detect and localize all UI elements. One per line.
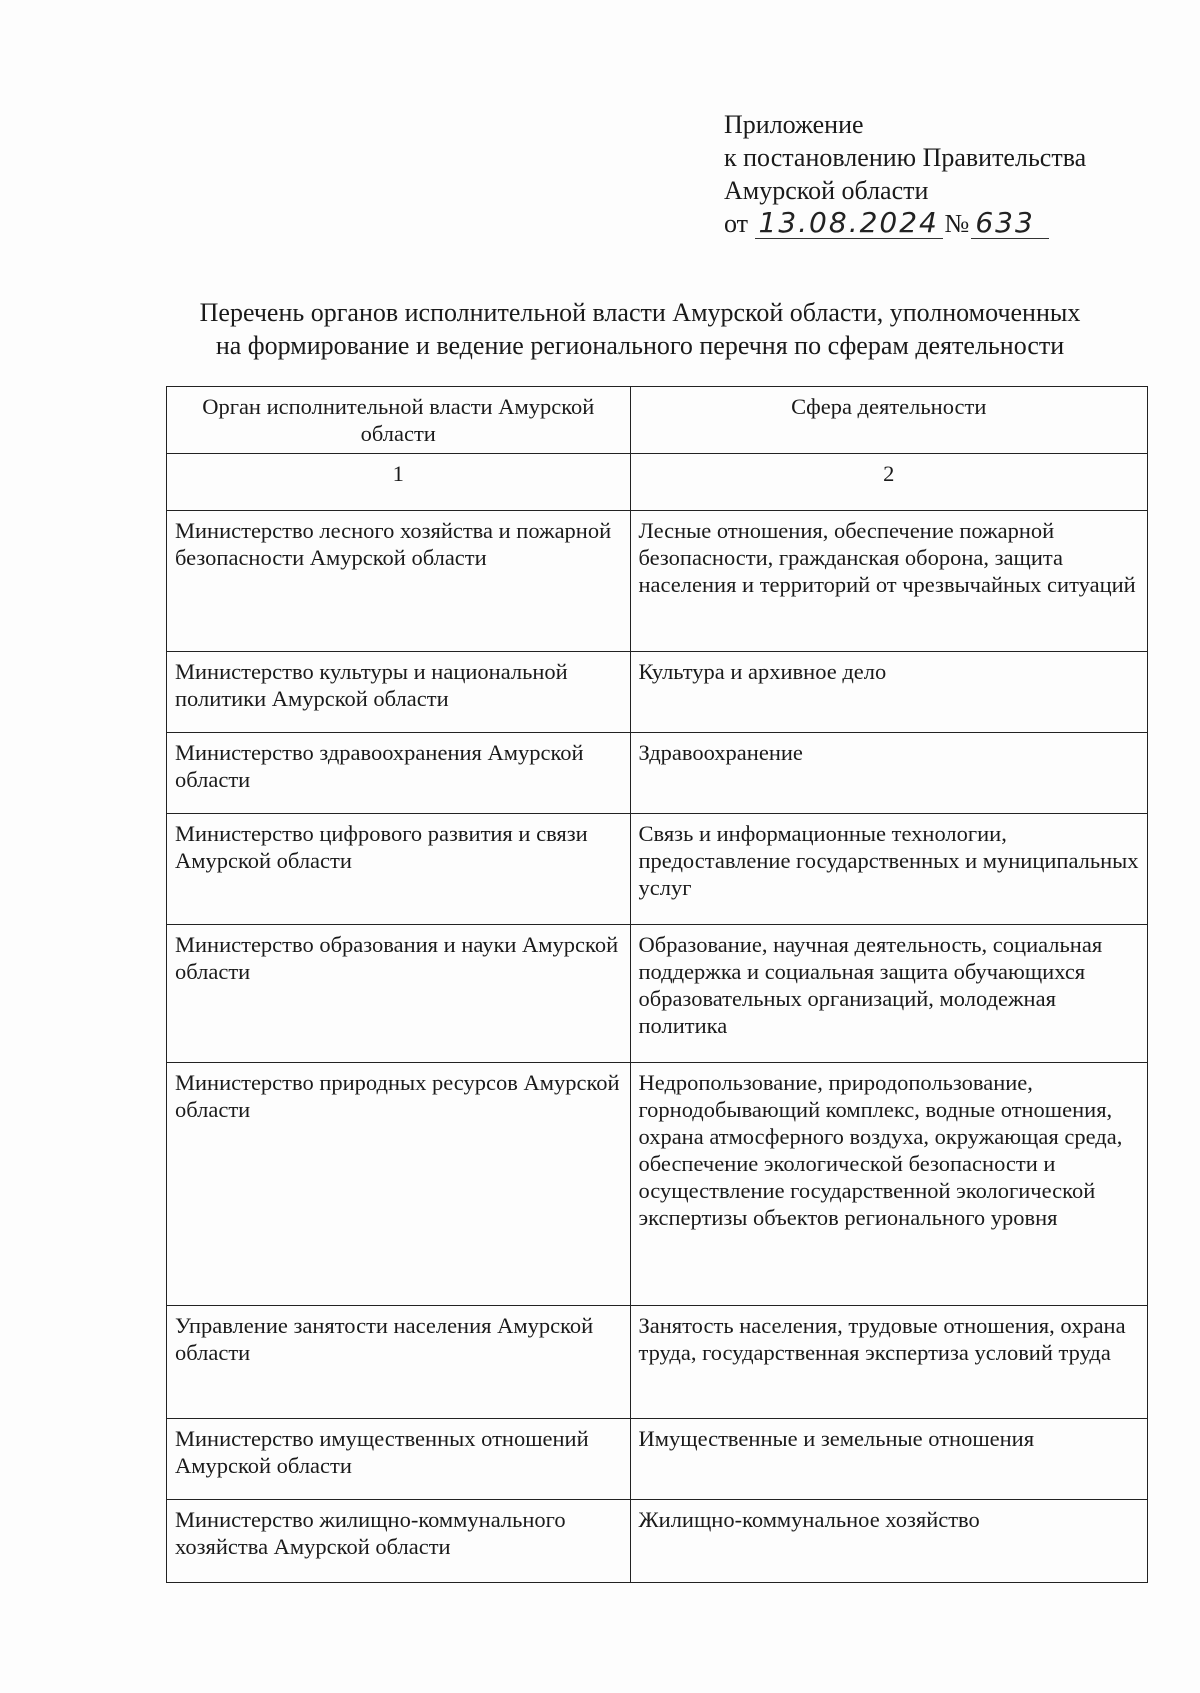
sphere-cell: Лесные отношения, обеспечение пожарной безопасности, гражданская оборона, защита населения и территорий от чрезвычайных ситуаций [630,511,1148,652]
appendix-heading: Приложение [724,110,864,139]
table-row [167,1500,1148,1583]
column-number-2: 2 [630,454,1148,511]
authority-cell: Управление занятости населения Амурской области [167,1306,631,1419]
header-authority: Орган исполнительной власти Амурской области [167,387,631,454]
table-row [167,733,1148,814]
appendix-date-line [724,207,1086,240]
number-sign: № [944,209,970,238]
sphere-cell: Здравоохранение [630,733,1148,814]
authority-cell: Министерство культуры и национальной политики Амурской области [167,652,631,733]
table-row [167,814,1148,925]
sphere-cell: Жилищно-коммунальное хозяйство [630,1500,1148,1583]
table-row [167,1419,1148,1500]
authority-cell: Министерство лесного хозяйства и пожарной безопасности Амурской области [167,511,631,652]
table-header-row [167,387,1148,454]
table-row [167,1306,1148,1419]
sphere-cell: Имущественные и земельные отношения [630,1419,1148,1500]
header-sphere: Сфера деятельности [630,387,1148,454]
document-title [150,296,1130,362]
table-row [167,1063,1148,1306]
authority-cell: Министерство имущественных отношений Амурской области [167,1419,631,1500]
table-row [167,925,1148,1063]
appendix-block [724,108,1086,240]
title-line-1: Перечень органов исполнительной власти Амурской области, уполномоченных [199,298,1081,327]
authority-cell: Министерство природных ресурсов Амурской области [167,1063,631,1306]
authority-cell: Министерство цифрового развития и связи Амурской области [167,814,631,925]
sphere-cell: Занятость населения, трудовые отношения, охрана труда, государственная экспертиза условий труда [630,1306,1148,1419]
handwritten-number: 633 [971,208,1049,239]
authority-cell: Министерство образования и науки Амурской области [167,925,631,1063]
column-number-row [167,454,1148,511]
authority-cell: Министерство здравоохранения Амурской области [167,733,631,814]
table-row [167,511,1148,652]
authority-cell: Министерство жилищно-коммунального хозяйства Амурской области [167,1500,631,1583]
sphere-cell: Культура и архивное дело [630,652,1148,733]
sphere-cell: Образование, научная деятельность, социальная поддержка и социальная защита обучающихся образовательных организаций, молодежная политика [630,925,1148,1063]
sphere-cell: Связь и информационные технологии, предоставление государственных и муниципальных услуг [630,814,1148,925]
date-prefix: от [724,209,749,238]
handwritten-date: 13.08.2024 [755,208,943,239]
authorities-table [166,386,1148,1583]
appendix-region: Амурской области [724,176,929,205]
column-number-1: 1 [167,454,631,511]
table-row [167,652,1148,733]
appendix-reference: к постановлению Правительства [724,143,1087,172]
title-line-2: на формирование и ведение регионального перечня по сферам деятельности [215,331,1065,360]
sphere-cell: Недропользование, природопользование, горнодобывающий комплекс, водные отношения, охрана атмосферного воздуха, окружающая среда, обеспечение экологической безопасности и осуществление государственной экологической экспертизы объектов регионального уровня [630,1063,1148,1306]
